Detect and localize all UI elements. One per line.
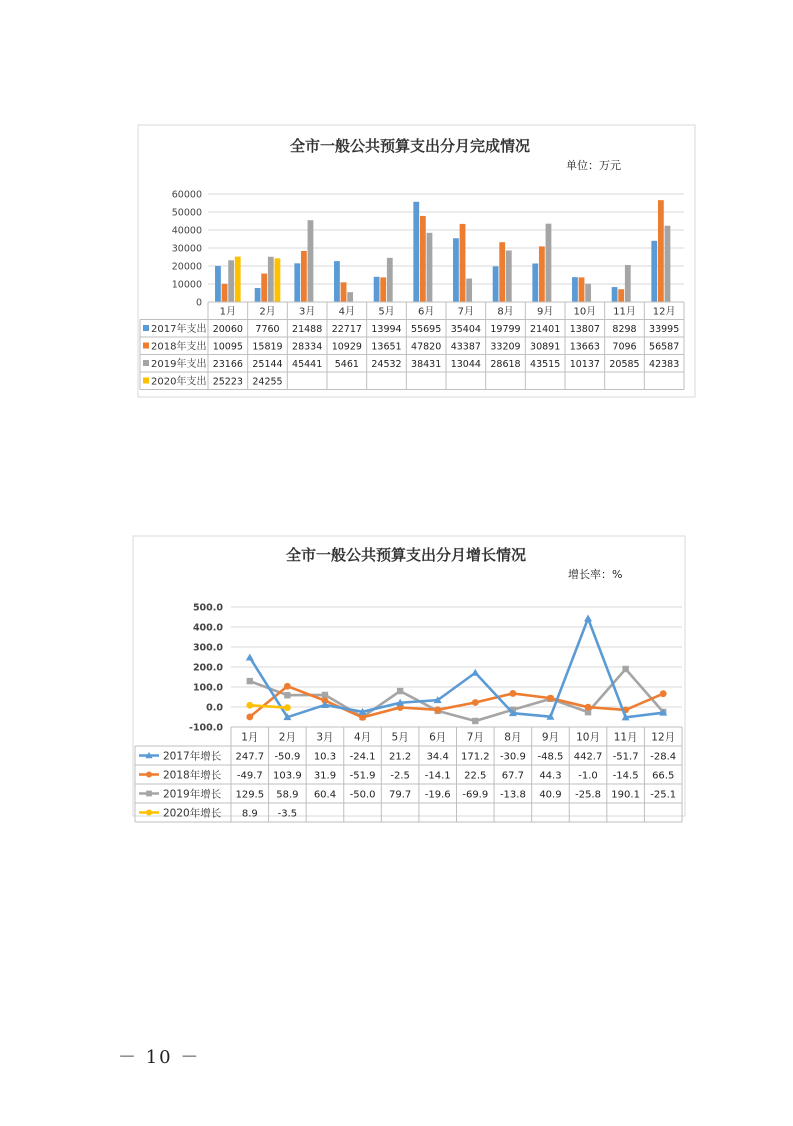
chart1-category-label: 11月 [613,306,636,318]
chart2-table-value: 21.2 [388,751,412,763]
chart2-table-value: 129.5 [235,789,265,801]
chart2-point [247,678,253,684]
chart2-point [284,692,290,698]
chart1-category-label: 4月 [338,306,356,318]
chart2-category-label: 2月 [278,731,296,744]
chart1-bar [275,258,281,302]
chart1-legend-label: 2020年支出 [151,376,207,388]
chart1-bar [466,279,472,302]
chart2-table-value: -2.5 [390,770,410,782]
chart1-bar [387,258,393,302]
chart1-table-value: 38431 [411,359,442,370]
chart1-bar [427,233,433,302]
chart2-legend-marker [146,791,152,797]
chart2-table-value: -25.1 [650,789,677,801]
chart1-table-value: 33995 [649,324,680,335]
chart2-point [322,692,328,698]
chart2-point [359,714,366,721]
chart1-table-value: 13994 [371,324,402,335]
chart2-table-value: 171.2 [460,751,490,763]
chart1-bar [308,220,314,302]
chart1-y-tick-label: 20000 [171,261,202,273]
chart1-bar [380,277,386,302]
chart1-y-tick-label: 60000 [171,189,202,201]
chart1-bar [651,241,657,302]
chart2-table-value: -51.9 [349,770,376,782]
chart1-table-value: 33209 [490,341,521,353]
chart2-legend-marker [146,809,152,815]
chart2-table-value: 10.3 [313,751,337,763]
chart1-table-value: 21488 [292,324,323,335]
chart2-table-value: 34.4 [426,751,449,763]
chart1-category-label: 3月 [298,306,316,318]
chart2-category-label: 7月 [466,731,484,744]
chart1-legend-label: 2019年支出 [151,359,207,370]
chart1-table-value: 21401 [530,324,561,335]
chart2-table-value: -50.0 [349,789,376,801]
chart1-table-value: 24532 [371,359,402,370]
chart1-bar [347,292,353,302]
chart1-unit-label: 单位：万元 [566,159,621,172]
chart1-bar [228,260,234,302]
chart1-table-value: 10095 [212,341,243,353]
chart1-bar [618,289,624,302]
chart2-legend-marker [146,771,152,777]
chart1-y-tick-label: 50000 [171,207,202,219]
chart1-table-value: 8298 [612,324,637,335]
chart2-table-value: 31.9 [313,770,337,782]
chart2-table-value: 103.9 [273,770,302,782]
chart1-legend-label: 2018年支出 [151,341,207,353]
chart2-y-tick-label: 300.0 [192,642,223,654]
chart1-y-tick-label: 30000 [171,243,202,255]
chart2-category-label: 3月 [316,731,334,744]
chart1-legend-swatch [143,343,149,349]
chart1-table-value: 35404 [450,324,481,335]
chart1-table-value: 7760 [255,324,280,335]
chart1-category-label: 9月 [536,306,554,318]
chart1-table-value: 28618 [490,359,521,370]
chart1-bar [460,224,466,302]
chart1-bar [215,266,221,302]
chart2-category-label: 4月 [353,731,372,744]
chart1-bar [420,216,426,302]
chart1-table-value: 13651 [371,341,402,353]
chart2-point [246,714,253,721]
chart1-bar [499,242,505,302]
chart1-bar [294,263,300,302]
chart1-category-label: 10月 [573,306,597,318]
chart1-table-value: 20060 [212,324,243,335]
chart1-bar [413,202,419,302]
chart1-table-value: 20585 [609,359,640,370]
chart1-category-label: 6月 [417,306,435,318]
chart2-table-value: -25.8 [575,789,601,801]
chart1-table-value: 22717 [331,324,362,335]
chart2-point [472,699,479,706]
chart1-legend-swatch [143,360,149,366]
chart1-table-value: 42383 [649,359,680,370]
chart2-table-value: -69.9 [462,789,489,801]
chart2-table-value: -1.0 [578,770,598,782]
chart2-table-value: 79.7 [388,789,412,801]
chart2-y-tick-label: 200.0 [192,662,223,674]
chart1-y-tick-label: 10000 [171,279,202,291]
chart2-table-value: -50.9 [274,751,301,763]
chart2-table-value: 190.1 [611,789,640,801]
chart1-table-value: 5461 [334,359,359,370]
chart2-point [397,688,403,694]
chart1-bar [493,266,499,302]
chart2-category-label: 8月 [504,731,522,744]
chart2-table-value: 22.5 [464,770,487,782]
chart2-point [585,704,592,711]
chart2-point [434,706,441,713]
chart1-category-label: 2月 [259,306,276,318]
chart1-y-tick-label: 40000 [171,225,202,237]
chart1-category-label: 7月 [457,306,475,318]
chart1-bar [539,246,545,302]
chart2-table-value: 60.4 [313,789,337,801]
chart2-legend-label: 2019年增长 [163,788,222,801]
chart1-bar [506,250,512,302]
chart2-table-value: -14.1 [424,770,451,782]
chart1-bar [334,261,340,302]
chart1-bar [579,277,585,302]
chart1-bar [532,263,538,302]
chart1-bar [546,224,552,302]
chart1-y-tick-label: 0 [195,297,202,309]
chart1-category-label: 8月 [497,306,514,318]
chart2-unit-label: 增长率：% [568,568,623,581]
chart1-bar [453,238,459,302]
chart2-title: 全市一般公共预算支出分月增长情况 [285,546,527,564]
chart2-legend-label: 2017年增长 [163,750,222,763]
chart1-bar [235,257,241,302]
chart1-title: 全市一般公共预算支出分月完成情况 [289,137,531,155]
chart1-legend-swatch [143,378,149,384]
chart2-point [284,704,291,711]
chart2-legend-label: 2018年增长 [163,769,222,782]
chart2-y-tick-label: -100.0 [189,722,223,734]
chart1-table-value: 25223 [212,376,243,388]
chart2-table-value: -13.8 [499,789,526,801]
chart2-y-tick-label: 100.0 [192,682,223,694]
chart2-point [246,702,253,709]
chart2-table-value: 8.9 [241,808,258,820]
chart2-table-value: -24.1 [349,751,376,763]
chart2-table-value: -48.5 [537,751,564,763]
chart2-table-value: -28.4 [650,751,677,763]
chart1-bar [585,284,591,302]
chart2-category-label: 1月 [241,731,259,744]
chart1-bar [301,251,307,302]
chart2-table-value: 40.9 [539,789,562,801]
chart2-category-label: 10月 [576,731,600,744]
chart1-table-value: 15819 [252,341,283,353]
chart1-table-value: 23166 [212,359,243,370]
chart2-table-value: -51.7 [612,751,639,763]
chart1-category-label: 12月 [652,306,676,318]
chart1-table-value: 55695 [411,324,442,335]
chart2-table-value: -19.6 [424,789,451,801]
chart1-table-value: 10137 [569,359,600,370]
chart2-table-value: -14.5 [612,770,639,782]
chart1-table-value: 43387 [450,341,481,353]
chart1-table-value: 19799 [490,324,521,335]
chart2-point [284,683,291,690]
chart1-bar [625,265,631,302]
chart2-table-value: 66.5 [652,770,675,782]
chart2-table-value: -49.7 [236,770,263,782]
chart2-point [509,690,516,697]
chart1-table-value: 10929 [331,341,362,353]
chart1-table-value: 47820 [411,341,442,353]
chart1-legend-label: 2017年支出 [151,324,207,335]
chart2-table-value: 67.7 [501,770,525,782]
chart1-table-value: 24255 [252,376,283,388]
chart2-table-value: -3.5 [277,808,298,820]
chart2-table-value: 442.7 [573,751,603,763]
chart2-category-label: 11月 [613,731,638,744]
chart1-table-value: 25144 [252,359,283,370]
chart1-bar [261,274,267,302]
chart1-table-value: 13663 [569,341,600,353]
chart1-bar [612,287,618,302]
chart1-bar [255,288,261,302]
chart1-bar [374,277,380,302]
chart1-legend-swatch [143,325,149,331]
chart1-bar [572,277,578,302]
chart1-table-value: 43515 [530,359,561,370]
chart2-y-tick-label: 500.0 [192,602,223,614]
chart2-point [622,666,628,672]
chart2-table-value: 247.7 [235,751,265,763]
chart1-table-value: 7096 [612,341,637,353]
chart1-table-value: 13044 [450,359,481,370]
chart2-y-tick-label: 0.0 [206,702,223,714]
page-number: － 10 － [118,1047,201,1068]
chart1-bar [341,282,347,302]
chart1-table-value: 30891 [530,341,561,353]
chart2-table-value: 44.3 [539,770,562,782]
chart2-y-tick-label: 400.0 [192,622,223,634]
chart1-table-value: 45441 [292,359,323,370]
chart2-point [547,695,554,702]
chart2-legend-label: 2020年增长 [163,807,222,820]
chart1-category-label: 1月 [219,306,237,318]
chart2-point [472,718,478,724]
chart1-bar [658,200,664,302]
chart1-bar [665,226,671,302]
chart2-category-label: 6月 [429,731,447,744]
chart2-category-label: 5月 [391,731,409,744]
chart1-table-value: 13807 [569,324,600,335]
chart2-point [660,690,667,697]
chart2-category-label: 12月 [651,731,676,744]
chart1-bar [222,284,228,302]
chart1-category-label: 5月 [378,306,395,318]
chart2-table-value: 58.9 [276,789,299,801]
chart2-table-value: -30.9 [499,751,526,763]
chart1-table-value: 56587 [649,341,680,353]
chart2-category-label: 9月 [541,731,560,744]
chart1-bar [268,257,274,302]
chart1-table-value: 28334 [292,341,323,353]
